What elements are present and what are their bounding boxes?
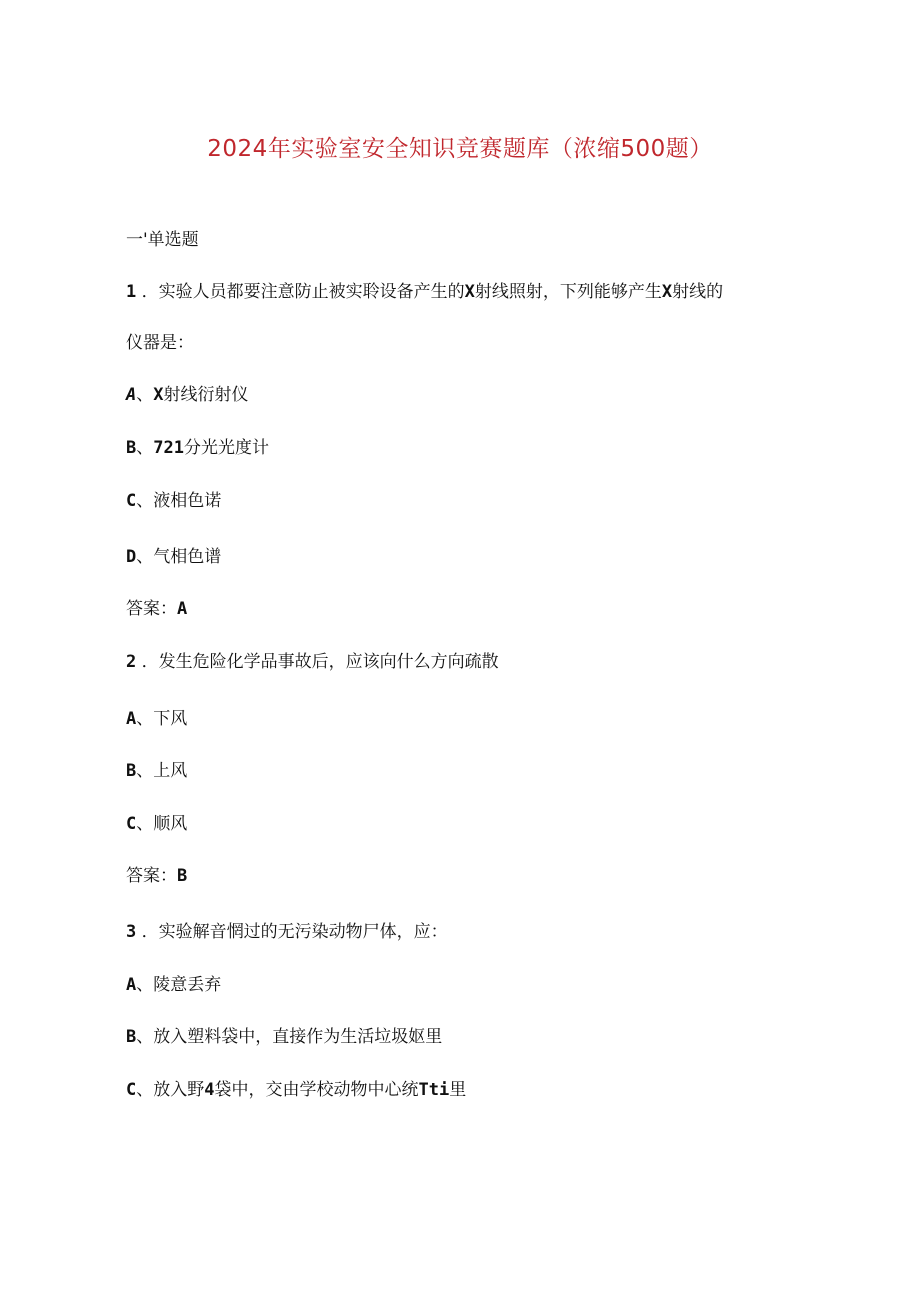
option-label: B — [126, 1027, 137, 1047]
question-2 — [126, 650, 499, 674]
question-text: ．发生危险化学品事故后，应该向什么方向疏散 — [141, 652, 499, 672]
option-text: 液相色诺 — [153, 491, 222, 511]
option-text: 气相色谱 — [153, 547, 222, 567]
option-text: 里 — [449, 1080, 467, 1100]
option-label: A — [126, 975, 137, 995]
question-1 — [126, 280, 723, 304]
answer-value: A — [177, 599, 188, 619]
option-label: B — [126, 761, 137, 781]
option-b — [126, 1025, 442, 1049]
question-text-x: X — [464, 282, 475, 302]
option-d — [126, 545, 221, 569]
option-text: 袋中，交由学校动物中心统 — [214, 1080, 419, 1100]
option-separator: 、 — [136, 547, 154, 567]
option-label: C — [126, 1080, 137, 1100]
option-separator: 、 — [136, 491, 154, 511]
option-separator: 、 — [136, 761, 154, 781]
option-b — [126, 436, 269, 460]
option-text: 分光光度计 — [183, 438, 269, 458]
question-number: 1 — [126, 282, 137, 302]
option-text: 下风 — [153, 709, 188, 729]
option-c — [126, 812, 187, 836]
document-title: 2024年实验室安全知识竞赛题库（浓缩500题） — [207, 136, 713, 162]
option-separator: 、 — [136, 385, 154, 405]
option-label: D — [126, 547, 137, 567]
option-label: A — [126, 709, 137, 729]
option-separator: 、 — [136, 1027, 154, 1047]
option-label: A — [126, 385, 137, 405]
question-text-x: X — [661, 282, 673, 302]
option-a — [126, 383, 249, 407]
answer-2 — [126, 864, 187, 888]
option-a — [126, 707, 187, 731]
answer-value: B — [177, 866, 188, 886]
option-text: 顺风 — [153, 814, 188, 834]
option-a — [126, 973, 221, 997]
option-separator: 、 — [136, 709, 154, 729]
option-label: B — [126, 438, 137, 458]
option-number: 721 — [153, 438, 184, 458]
question-text: 射线的 — [672, 282, 724, 302]
option-separator: 、 — [136, 975, 154, 995]
option-b — [126, 759, 187, 783]
option-text: 射线衍射仪 — [163, 385, 249, 405]
option-text: 放入塑料袋中，直接作为生活垃圾妪里 — [153, 1027, 443, 1047]
option-c — [126, 1078, 466, 1102]
option-text: 上风 — [153, 761, 188, 781]
section-heading: 一'单选题 — [126, 230, 199, 250]
option-text: 放入野 — [153, 1080, 205, 1100]
answer-label: 答案： — [126, 866, 177, 886]
option-text: 陵意丢弃 — [153, 975, 222, 995]
option-separator: 、 — [136, 438, 154, 458]
answer-label: 答案： — [126, 599, 177, 619]
question-number: 3 — [126, 922, 137, 942]
option-label: C — [126, 491, 137, 511]
option-text-x: X — [153, 385, 164, 405]
answer-1 — [126, 597, 187, 621]
option-code: Tti — [418, 1080, 450, 1100]
question-text: 射线照射，下列能够产生 — [474, 282, 662, 302]
option-number: 4 — [204, 1080, 215, 1100]
question-number: 2 — [126, 652, 137, 672]
option-separator: 、 — [136, 1080, 154, 1100]
option-label: C — [126, 814, 137, 834]
question-3 — [126, 920, 448, 944]
question-text: ．实验解音惘过的无污染动物尸体，应： — [141, 922, 448, 942]
option-c — [126, 489, 221, 513]
option-separator: 、 — [136, 814, 154, 834]
question-text: ．实验人员都要注意防止被实聆设备产生的 — [141, 282, 465, 302]
question-1-continued: 仪器是： — [126, 333, 194, 353]
